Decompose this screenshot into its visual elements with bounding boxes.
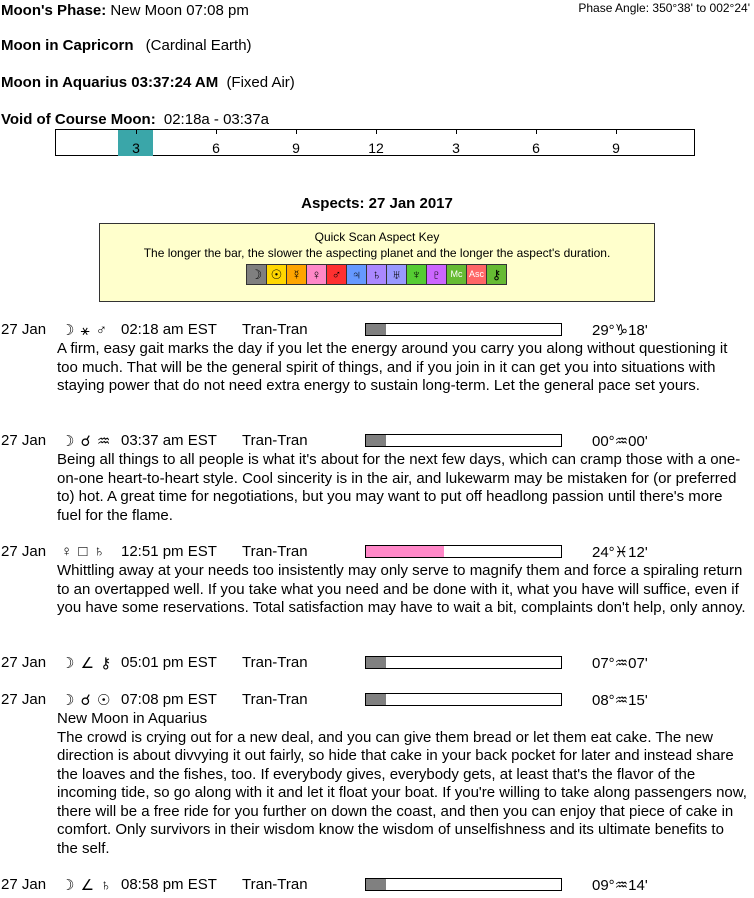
aspect-degree: 24°♓12' (592, 544, 648, 561)
aspect-glyphs: ☽ ∠ ⚷ (61, 655, 113, 672)
uranus-icon: ♅ (386, 264, 407, 285)
aspect-time: 07:08 pm EST (121, 691, 217, 708)
aspect-time: 08:58 pm EST (121, 876, 217, 893)
key-description: The longer the bar, the slower the aspecting planet and the longer the aspect's duration. (143, 246, 611, 260)
aspect-degree: 29°♑18' (592, 322, 648, 339)
aspect-glyphs: ♀ □ ♄ (61, 543, 106, 560)
moon-phase-value: New Moon 07:08 pm (110, 2, 249, 19)
timeline-tick-mark (536, 130, 537, 134)
aspect-date: 27 Jan (1, 543, 47, 560)
aspect-type: Tran-Tran (242, 654, 308, 671)
moon-sign-aquarius (1, 74, 295, 92)
aspect-description: Being all things to all people is what it's about for the next few days, which can cramp those with a one-on-one heart-to-heart style. Cool sincerity is in the air, and lukewarm may be mistaken for (or preferred to) hot. A great time for negotiations, but you may want to put off headlong passion until there's more fuel for the flame. (57, 451, 741, 524)
sun-icon: ☉ (266, 264, 287, 285)
timeline-tick-label: 12 (368, 140, 384, 156)
timeline-tick-mark (616, 130, 617, 134)
timeline-tick-mark (136, 130, 137, 134)
aspect-duration-bar (365, 323, 562, 336)
aspect-degree: 09°♒14' (592, 877, 648, 894)
neptune-icon: ♆ (406, 264, 427, 285)
timeline-tick-label: 6 (212, 140, 220, 156)
aspect-glyphs: ☽ ☌ ♒ (61, 433, 112, 450)
aspect-date: 27 Jan (1, 691, 47, 708)
key-title: Quick Scan Aspect Key (314, 230, 440, 244)
aspect-description: The crowd is crying out for a new deal, and you can give them bread or let them eat cake. The new direction is about divvying it out fairly, so hide that cake in your back pocket for later and instead share the loaves and the fishes, too. If everybody gives, everybody gets, at least that's the flavor of the incoming tide, so go along with it and let it float your boat. If you're willing to take along passengers now, there will be a free ride for you further on down the coast, and then you can enjoy that piece of cake in comfort. Only survivors in their wisdom know the wisdom of unselfishness and its ultimate benefits to the self. (57, 728, 747, 857)
aspect-time: 03:37 am EST (121, 432, 217, 449)
aspect-time: 02:18 am EST (121, 321, 217, 338)
timeline-tick-label: 3 (132, 140, 140, 156)
aspect-type: Tran-Tran (242, 876, 308, 893)
aspect-key-box (99, 223, 655, 302)
phase-angle: Phase Angle: 350°38' to 002°24' (578, 1, 750, 15)
void-timeline (55, 129, 695, 156)
pluto-icon: ♇ (426, 264, 447, 285)
timeline-tick-label: 9 (292, 140, 300, 156)
void-label: Void of Course Moon: (1, 111, 156, 128)
saturn-icon: ♄ (366, 264, 387, 285)
timeline-tick-label: 9 (612, 140, 620, 156)
aspects-title: Aspects: 27 Jan 2017 (301, 195, 453, 212)
moon-icon: ☽ (246, 264, 267, 285)
aspect-duration-bar (365, 434, 562, 447)
aspect-duration-fill (366, 694, 386, 705)
aspect-degree: 07°♒07' (592, 655, 648, 672)
aspect-degree: 08°♒15' (592, 692, 648, 709)
moon-sign2-value: (Fixed Air) (226, 74, 295, 91)
moon-phase-label: Moon's Phase: (1, 2, 107, 19)
aspect-duration-fill (366, 324, 386, 335)
aspect-type: Tran-Tran (242, 691, 308, 708)
void-of-course (1, 111, 269, 129)
jupiter-icon: ♃ (346, 264, 367, 285)
moon-sign1-value: (Cardinal Earth) (145, 37, 252, 54)
aspect-date: 27 Jan (1, 432, 47, 449)
key-icons (100, 264, 654, 285)
timeline-tick-mark (216, 130, 217, 134)
timeline-tick-mark (456, 130, 457, 134)
aspect-subtitle: New Moon in Aquarius (57, 710, 208, 727)
aspect-degree: 00°♒00' (592, 433, 648, 450)
timeline-tick-label: 6 (532, 140, 540, 156)
aspect-duration-fill (366, 879, 386, 890)
timeline-tick-mark (376, 130, 377, 134)
mercury-icon: ☿ (286, 264, 307, 285)
void-value: 02:18a - 03:37a (163, 111, 269, 128)
aspect-duration-bar (365, 878, 562, 891)
midheaven-icon: Mc (446, 264, 467, 285)
moon-phase (1, 2, 249, 20)
aspect-date: 27 Jan (1, 654, 47, 671)
aspect-duration-fill (366, 546, 444, 557)
aspect-type: Tran-Tran (242, 543, 308, 560)
aspect-description: A firm, easy gait marks the day if you let the energy around you carry you along without questioning it too much. That will be the general spirit of things, and if you join in it can get you into situations with staying power that do not need extra energy to sustain long-term. Let the general pace set yours. (57, 340, 728, 394)
moon-sign2-label: Moon in Aquarius 03:37:24 AM (1, 74, 219, 91)
ascendant-icon: Asc (466, 264, 487, 285)
aspect-duration-fill (366, 657, 386, 668)
timeline-tick-label: 3 (452, 140, 460, 156)
aspect-date: 27 Jan (1, 876, 47, 893)
aspect-duration-bar (365, 693, 562, 706)
aspect-type: Tran-Tran (242, 321, 308, 338)
aspect-date: 27 Jan (1, 321, 47, 338)
aspect-time: 05:01 pm EST (121, 654, 217, 671)
mars-icon: ♂ (326, 264, 347, 285)
aspect-duration-bar (365, 656, 562, 669)
aspect-glyphs: ☽ ☌ ☉ (61, 692, 112, 709)
timeline-tick-mark (296, 130, 297, 134)
chiron-icon: ⚷ (486, 264, 507, 285)
venus-icon: ♀ (306, 264, 327, 285)
aspect-duration-fill (366, 435, 386, 446)
aspect-duration-bar (365, 545, 562, 558)
aspect-glyphs: ☽ ∠ ♄ (61, 877, 113, 894)
moon-sign1-label: Moon in Capricorn (1, 37, 134, 54)
aspect-description: Whittling away at your needs too insistently may only serve to magnify them and force a spiraling return to an overtapped well. If you take what you need and be done with it, what you have will suffice, even if you have some reservations. Total satisfaction may have to wait a bit, complaints don't help, only annoy. (57, 562, 746, 616)
aspect-glyphs: ☽ ⚹ ♂ (61, 322, 109, 339)
aspect-time: 12:51 pm EST (121, 543, 217, 560)
moon-sign-capricorn (1, 37, 252, 55)
aspect-type: Tran-Tran (242, 432, 308, 449)
